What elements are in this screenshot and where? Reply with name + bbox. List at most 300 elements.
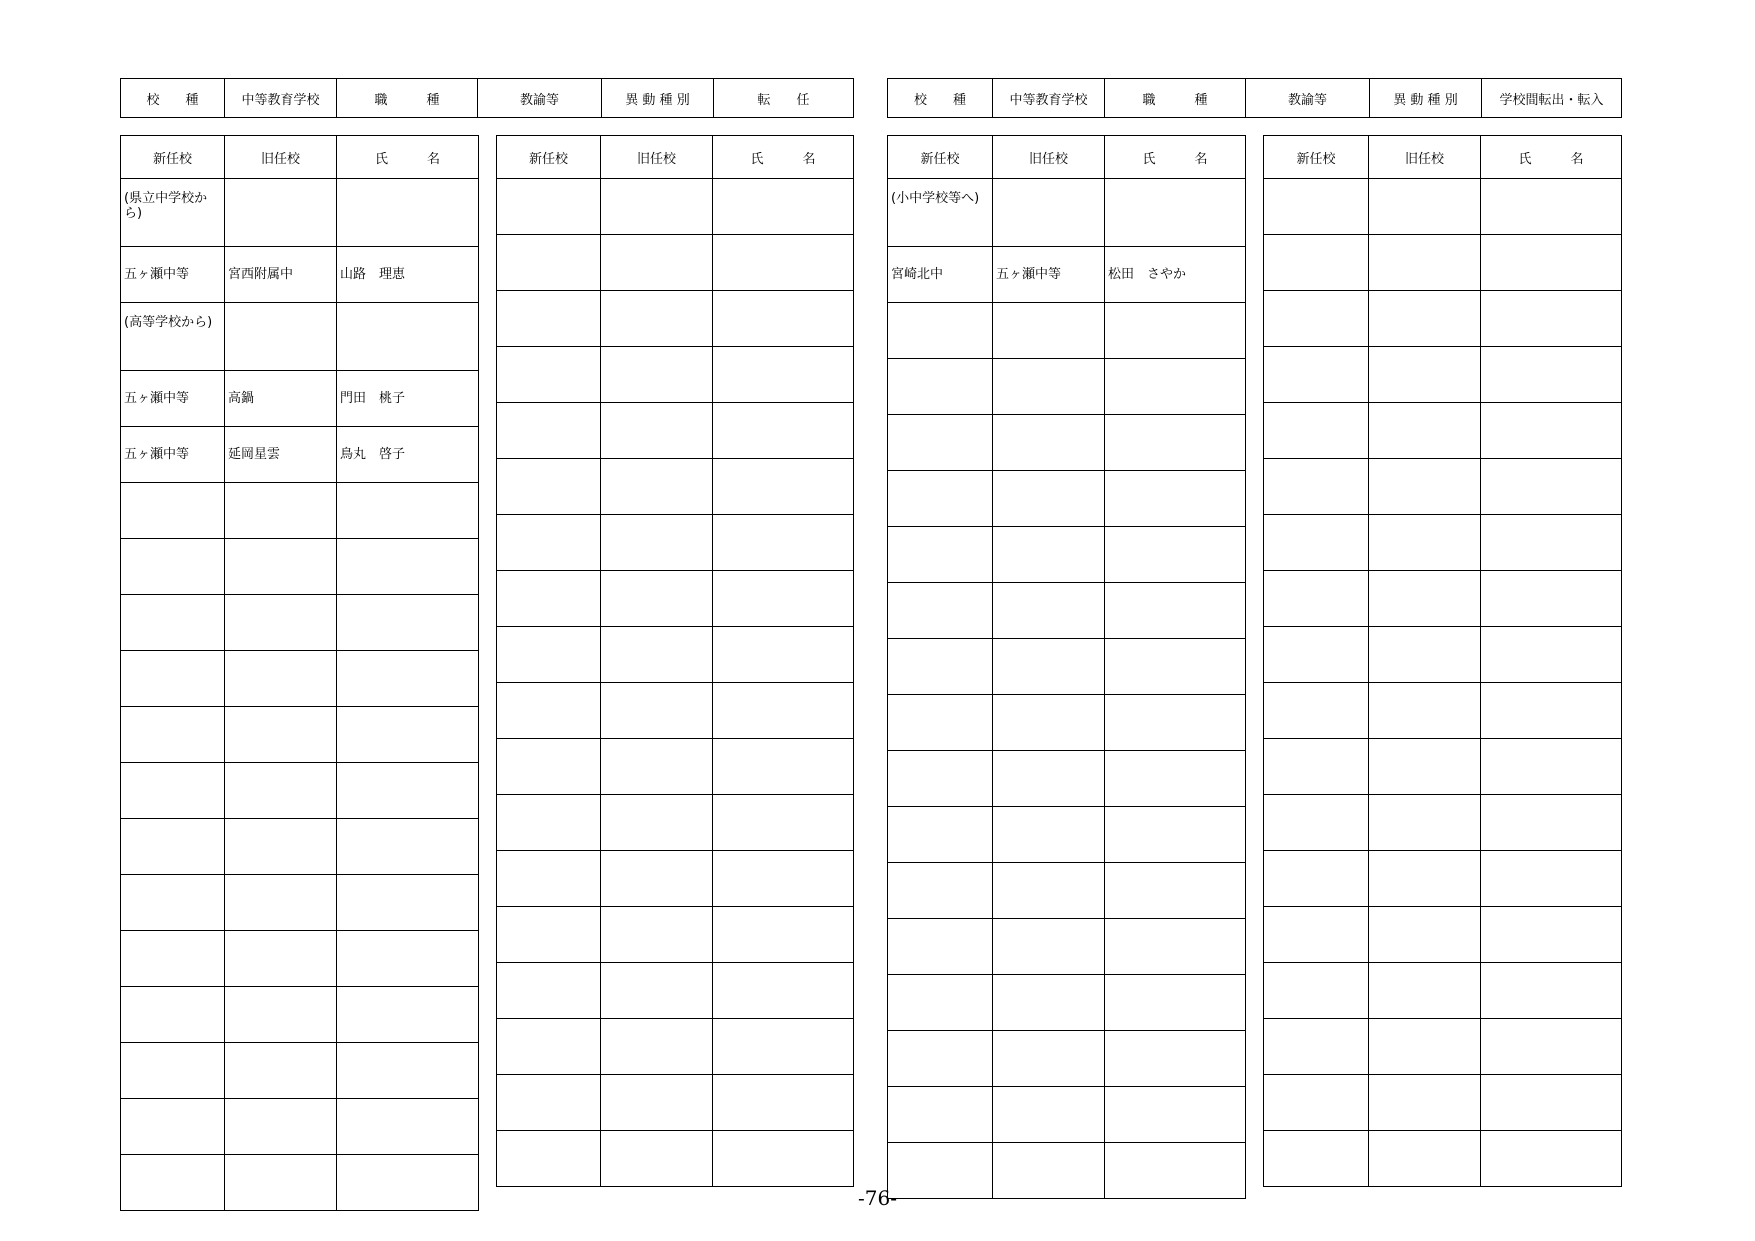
- table-row: [497, 739, 854, 795]
- table-row: [121, 1043, 479, 1099]
- new-school-cell: [1264, 1075, 1369, 1131]
- old-school-cell: [993, 583, 1105, 639]
- new-school-cell: [1264, 739, 1369, 795]
- table-row: [497, 179, 854, 235]
- name-cell: [713, 347, 854, 403]
- old-school-cell: [993, 359, 1105, 415]
- new-school-cell: [888, 639, 993, 695]
- new-school-cell: [888, 415, 993, 471]
- new-school-cell: (小中学校等へ): [888, 179, 993, 247]
- table-row: [497, 1131, 854, 1187]
- col-old-school: 旧任校: [601, 136, 713, 179]
- old-school-cell: [993, 639, 1105, 695]
- old-school-cell: [993, 303, 1105, 359]
- name-cell: [713, 683, 854, 739]
- table-row: [1264, 683, 1622, 739]
- name-cell: [337, 875, 479, 931]
- table-row: [121, 987, 479, 1043]
- new-school-cell: [1264, 459, 1369, 515]
- name-cell: [1105, 807, 1246, 863]
- old-school-cell: [225, 1099, 337, 1155]
- school-type-label: 校 種: [888, 79, 993, 118]
- table-row: [888, 415, 1246, 471]
- name-cell: [1105, 527, 1246, 583]
- old-school-cell: [1369, 571, 1481, 627]
- name-cell: [1481, 739, 1622, 795]
- new-school-cell: [497, 459, 601, 515]
- new-school-cell: [497, 571, 601, 627]
- new-school-cell: [497, 851, 601, 907]
- table-row: [1264, 515, 1622, 571]
- table-row: [497, 571, 854, 627]
- new-school-cell: (県立中学校から): [121, 179, 225, 247]
- old-school-cell: [1369, 627, 1481, 683]
- old-school-cell: [993, 695, 1105, 751]
- name-cell: [1481, 179, 1622, 235]
- name-cell: [713, 235, 854, 291]
- col-new-school: 新任校: [497, 136, 601, 179]
- old-school-cell: [601, 515, 713, 571]
- new-school-cell: [121, 483, 225, 539]
- col-name: 氏 名: [1105, 136, 1246, 179]
- new-school-cell: [497, 795, 601, 851]
- name-cell: [1481, 1075, 1622, 1131]
- new-school-cell: [497, 1131, 601, 1187]
- transfer-kind-value: 学校間転出・転入: [1482, 79, 1622, 118]
- old-school-cell: [993, 919, 1105, 975]
- old-school-cell: [1369, 459, 1481, 515]
- old-school-cell: [993, 179, 1105, 247]
- old-school-cell: [225, 987, 337, 1043]
- name-cell: 鳥丸 啓子: [337, 427, 479, 483]
- name-cell: [713, 571, 854, 627]
- name-cell: [713, 907, 854, 963]
- name-cell: [1105, 415, 1246, 471]
- name-cell: [337, 819, 479, 875]
- new-school-cell: [888, 975, 993, 1031]
- old-school-cell: [1369, 739, 1481, 795]
- new-school-cell: [497, 235, 601, 291]
- name-cell: [1481, 683, 1622, 739]
- name-cell: [1105, 975, 1246, 1031]
- new-school-cell: [121, 763, 225, 819]
- transfer-table-right-1: [887, 135, 1246, 1199]
- old-school-cell: [601, 403, 713, 459]
- name-cell: [337, 539, 479, 595]
- table-row: [121, 539, 479, 595]
- name-cell: [1105, 583, 1246, 639]
- old-school-cell: [225, 931, 337, 987]
- page-number: -76-: [858, 1186, 897, 1210]
- new-school-cell: [888, 303, 993, 359]
- new-school-cell: [497, 627, 601, 683]
- name-cell: [337, 1043, 479, 1099]
- col-new-school: 新任校: [1264, 136, 1369, 179]
- table-row: [121, 427, 479, 483]
- table-row: [1264, 739, 1622, 795]
- old-school-cell: [601, 907, 713, 963]
- table-row: [1264, 1131, 1622, 1187]
- table-row: [888, 639, 1246, 695]
- old-school-cell: [601, 179, 713, 235]
- col-new-school: 新任校: [121, 136, 225, 179]
- table-row: [497, 347, 854, 403]
- old-school-cell: [601, 235, 713, 291]
- old-school-cell: [1369, 347, 1481, 403]
- name-cell: [337, 303, 479, 371]
- school-type-label: 校 種: [121, 79, 225, 118]
- new-school-cell: [497, 683, 601, 739]
- left-header-row: [121, 79, 854, 118]
- old-school-cell: [993, 1031, 1105, 1087]
- col-name: 氏 名: [1481, 136, 1622, 179]
- name-cell: [1105, 919, 1246, 975]
- table-row: [121, 303, 479, 371]
- name-cell: [1481, 291, 1622, 347]
- table-row: [1264, 627, 1622, 683]
- new-school-cell: [121, 539, 225, 595]
- new-school-cell: [1264, 291, 1369, 347]
- new-school-cell: [1264, 347, 1369, 403]
- table-row: [1264, 963, 1622, 1019]
- name-cell: [1481, 963, 1622, 1019]
- col-old-school: 旧任校: [993, 136, 1105, 179]
- old-school-cell: 延岡星雲: [225, 427, 337, 483]
- new-school-cell: [1264, 963, 1369, 1019]
- name-cell: [1105, 695, 1246, 751]
- table-row: [121, 1099, 479, 1155]
- name-cell: [1481, 627, 1622, 683]
- table-row: [888, 751, 1246, 807]
- name-cell: 山路 理恵: [337, 247, 479, 303]
- table-row: [1264, 459, 1622, 515]
- name-cell: [1105, 639, 1246, 695]
- old-school-cell: 宮西附属中: [225, 247, 337, 303]
- old-school-cell: 高鍋: [225, 371, 337, 427]
- table-row: [1264, 795, 1622, 851]
- old-school-cell: [993, 527, 1105, 583]
- old-school-cell: [601, 1075, 713, 1131]
- old-school-cell: [1369, 851, 1481, 907]
- new-school-cell: [497, 907, 601, 963]
- old-school-cell: [225, 763, 337, 819]
- table-row: [497, 851, 854, 907]
- col-old-school: 旧任校: [225, 136, 337, 179]
- old-school-cell: [1369, 683, 1481, 739]
- new-school-cell: [888, 359, 993, 415]
- name-cell: [713, 795, 854, 851]
- old-school-cell: [1369, 963, 1481, 1019]
- old-school-cell: 五ヶ瀬中等: [993, 247, 1105, 303]
- column-header-row: [497, 136, 854, 179]
- table-row: [121, 931, 479, 987]
- transfer-table-left-2: [496, 135, 854, 1187]
- new-school-cell: [497, 179, 601, 235]
- old-school-cell: [1369, 291, 1481, 347]
- table-row: [121, 875, 479, 931]
- name-cell: [1105, 1087, 1246, 1143]
- table-row: [888, 863, 1246, 919]
- new-school-cell: [121, 987, 225, 1043]
- name-cell: [1481, 851, 1622, 907]
- old-school-cell: [1369, 1075, 1481, 1131]
- new-school-cell: [121, 931, 225, 987]
- table-row: [497, 1075, 854, 1131]
- new-school-cell: [1264, 907, 1369, 963]
- new-school-cell: 五ヶ瀬中等: [121, 371, 225, 427]
- table-row: [1264, 347, 1622, 403]
- table-row: [1264, 1019, 1622, 1075]
- job-type-value: 教諭等: [1246, 79, 1370, 118]
- table-row: [888, 527, 1246, 583]
- table-row: [888, 1087, 1246, 1143]
- name-cell: [1481, 403, 1622, 459]
- job-type-label: 職 種: [337, 79, 478, 118]
- name-cell: [1481, 515, 1622, 571]
- table-row: [121, 651, 479, 707]
- new-school-cell: 五ヶ瀬中等: [121, 247, 225, 303]
- old-school-cell: [993, 807, 1105, 863]
- name-cell: [1105, 303, 1246, 359]
- name-cell: [1481, 235, 1622, 291]
- table-row: [497, 1019, 854, 1075]
- school-type-value: 中等教育学校: [993, 79, 1105, 118]
- table-row: [121, 595, 479, 651]
- table-row: [1264, 291, 1622, 347]
- name-cell: [1481, 1019, 1622, 1075]
- new-school-cell: [1264, 179, 1369, 235]
- old-school-cell: [225, 651, 337, 707]
- name-cell: [337, 707, 479, 763]
- new-school-cell: [497, 739, 601, 795]
- name-cell: [713, 403, 854, 459]
- table-row: [121, 247, 479, 303]
- new-school-cell: [888, 919, 993, 975]
- table-row: [497, 459, 854, 515]
- new-school-cell: [121, 1043, 225, 1099]
- table-row: [1264, 403, 1622, 459]
- name-cell: 門田 桃子: [337, 371, 479, 427]
- col-old-school: 旧任校: [1369, 136, 1481, 179]
- new-school-cell: [121, 819, 225, 875]
- table-row: [497, 235, 854, 291]
- col-new-school: 新任校: [888, 136, 993, 179]
- table-row: [1264, 235, 1622, 291]
- new-school-cell: [1264, 403, 1369, 459]
- name-cell: [1481, 1131, 1622, 1187]
- old-school-cell: [601, 347, 713, 403]
- table-row: [888, 303, 1246, 359]
- new-school-cell: [888, 471, 993, 527]
- old-school-cell: [601, 739, 713, 795]
- transfer-table-right-2: [1263, 135, 1622, 1187]
- new-school-cell: [497, 515, 601, 571]
- table-row: [1264, 1075, 1622, 1131]
- name-cell: [337, 179, 479, 247]
- old-school-cell: [601, 795, 713, 851]
- old-school-cell: [225, 179, 337, 247]
- old-school-cell: [225, 819, 337, 875]
- new-school-cell: [888, 1031, 993, 1087]
- table-row: [888, 807, 1246, 863]
- name-cell: [337, 483, 479, 539]
- new-school-cell: [121, 875, 225, 931]
- table-row: [888, 359, 1246, 415]
- old-school-cell: [1369, 235, 1481, 291]
- new-school-cell: [888, 583, 993, 639]
- old-school-cell: [601, 683, 713, 739]
- table-row: [121, 483, 479, 539]
- name-cell: [1105, 359, 1246, 415]
- new-school-cell: [888, 751, 993, 807]
- old-school-cell: [601, 851, 713, 907]
- name-cell: [1105, 1031, 1246, 1087]
- new-school-cell: [1264, 1131, 1369, 1187]
- name-cell: [713, 515, 854, 571]
- table-row: [497, 795, 854, 851]
- old-school-cell: [225, 1043, 337, 1099]
- table-row: [1264, 851, 1622, 907]
- job-type-value: 教諭等: [478, 79, 602, 118]
- transfer-kind-label: 異 動 種 別: [602, 79, 714, 118]
- new-school-cell: [121, 651, 225, 707]
- name-cell: [337, 651, 479, 707]
- old-school-cell: [1369, 1131, 1481, 1187]
- old-school-cell: [225, 483, 337, 539]
- name-cell: [713, 1075, 854, 1131]
- school-type-value: 中等教育学校: [225, 79, 337, 118]
- name-cell: [337, 595, 479, 651]
- table-row: [888, 695, 1246, 751]
- name-cell: [713, 291, 854, 347]
- name-cell: [1105, 751, 1246, 807]
- left-header-table: [120, 78, 854, 118]
- old-school-cell: [225, 875, 337, 931]
- table-row: [888, 1031, 1246, 1087]
- name-cell: 松田 さやか: [1105, 247, 1246, 303]
- column-header-row: [121, 136, 479, 179]
- name-cell: [337, 1099, 479, 1155]
- table-row: [121, 371, 479, 427]
- old-school-cell: [993, 415, 1105, 471]
- new-school-cell: 宮崎北中: [888, 247, 993, 303]
- column-header-row: [1264, 136, 1622, 179]
- new-school-cell: 五ヶ瀬中等: [121, 427, 225, 483]
- table-row: [888, 247, 1246, 303]
- new-school-cell: [497, 347, 601, 403]
- table-row: [497, 683, 854, 739]
- name-cell: [1481, 907, 1622, 963]
- new-school-cell: (高等学校から): [121, 303, 225, 371]
- name-cell: [1481, 571, 1622, 627]
- old-school-cell: [1369, 179, 1481, 235]
- name-cell: [1481, 795, 1622, 851]
- name-cell: [1481, 459, 1622, 515]
- name-cell: [337, 763, 479, 819]
- new-school-cell: [497, 403, 601, 459]
- table-row: [121, 707, 479, 763]
- new-school-cell: [121, 595, 225, 651]
- new-school-cell: [121, 1099, 225, 1155]
- name-cell: [1481, 347, 1622, 403]
- new-school-cell: [888, 1087, 993, 1143]
- table-row: [497, 515, 854, 571]
- new-school-cell: [888, 527, 993, 583]
- new-school-cell: [1264, 515, 1369, 571]
- new-school-cell: [1264, 851, 1369, 907]
- old-school-cell: [601, 459, 713, 515]
- new-school-cell: [1264, 683, 1369, 739]
- new-school-cell: [497, 963, 601, 1019]
- table-row: [888, 179, 1246, 247]
- table-row: [497, 291, 854, 347]
- transfer-table-left-1: [120, 135, 479, 1211]
- right-header-row: [888, 79, 1622, 118]
- new-school-cell: [1264, 795, 1369, 851]
- name-cell: [713, 459, 854, 515]
- new-school-cell: [1264, 1019, 1369, 1075]
- table-row: [888, 583, 1246, 639]
- old-school-cell: [993, 863, 1105, 919]
- table-row: [1264, 907, 1622, 963]
- new-school-cell: [121, 707, 225, 763]
- name-cell: [713, 179, 854, 235]
- old-school-cell: [993, 471, 1105, 527]
- name-cell: [1105, 863, 1246, 919]
- name-cell: [713, 627, 854, 683]
- old-school-cell: [225, 707, 337, 763]
- new-school-cell: [497, 291, 601, 347]
- old-school-cell: [1369, 795, 1481, 851]
- old-school-cell: [225, 595, 337, 651]
- name-cell: [337, 931, 479, 987]
- table-row: [888, 471, 1246, 527]
- table-row: [888, 975, 1246, 1031]
- table-row: [497, 963, 854, 1019]
- name-cell: [1105, 179, 1246, 247]
- new-school-cell: [888, 863, 993, 919]
- table-row: [1264, 179, 1622, 235]
- new-school-cell: [497, 1019, 601, 1075]
- old-school-cell: [1369, 907, 1481, 963]
- name-cell: [713, 739, 854, 795]
- old-school-cell: [601, 1019, 713, 1075]
- table-row: [497, 403, 854, 459]
- new-school-cell: [888, 807, 993, 863]
- transfer-kind-label: 異 動 種 別: [1370, 79, 1482, 118]
- old-school-cell: [601, 291, 713, 347]
- col-name: 氏 名: [337, 136, 479, 179]
- table-row: [497, 907, 854, 963]
- old-school-cell: [225, 303, 337, 371]
- new-school-cell: [888, 695, 993, 751]
- old-school-cell: [1369, 403, 1481, 459]
- table-row: [121, 763, 479, 819]
- name-cell: [713, 1131, 854, 1187]
- old-school-cell: [601, 627, 713, 683]
- new-school-cell: [497, 1075, 601, 1131]
- table-row: [121, 179, 479, 247]
- old-school-cell: [993, 751, 1105, 807]
- transfer-kind-value: 転 任: [714, 79, 854, 118]
- old-school-cell: [993, 1087, 1105, 1143]
- old-school-cell: [601, 963, 713, 1019]
- old-school-cell: [1369, 1019, 1481, 1075]
- name-cell: [713, 1019, 854, 1075]
- table-row: [1264, 571, 1622, 627]
- old-school-cell: [1369, 515, 1481, 571]
- old-school-cell: [601, 1131, 713, 1187]
